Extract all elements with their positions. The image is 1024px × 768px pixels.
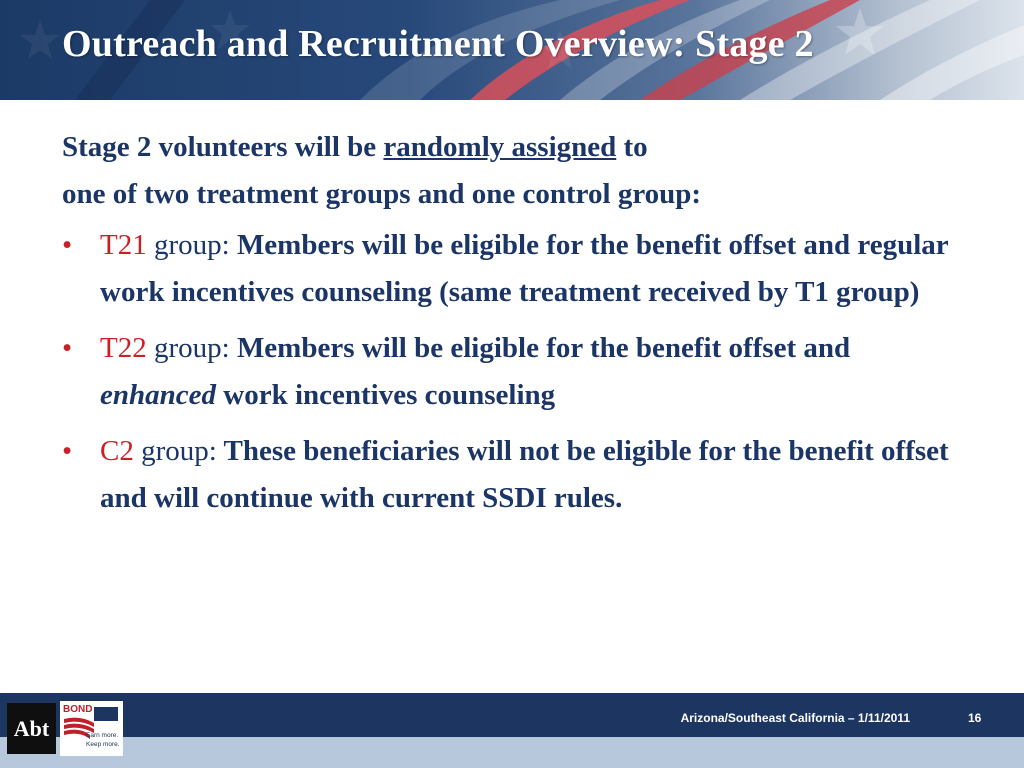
bullet-dot-icon: • — [62, 435, 73, 467]
header-banner — [0, 0, 1024, 100]
group-label: group: — [153, 229, 230, 261]
group-label: group: — [141, 435, 217, 467]
abt-logo — [7, 703, 56, 754]
footer-band — [0, 737, 1024, 768]
bullet-c2 — [62, 428, 972, 522]
group-code: T21 — [100, 229, 147, 261]
bullet-dot-icon: • — [62, 332, 73, 364]
bond-logo-text: BOND — [63, 704, 93, 715]
bullet-t22 — [62, 325, 972, 419]
bond-tagline-1: Earn more. — [86, 732, 119, 739]
bullet-dot-icon: • — [62, 229, 73, 261]
group-description: These beneficiaries will not be eligible for the benefit offset and will continue with current SSDI rules. — [100, 435, 949, 514]
slide-title: Outreach and Recruitment Overview: Stage 2 — [62, 23, 814, 65]
intro-after: to — [616, 131, 648, 163]
group-code: T22 — [100, 332, 147, 364]
group-bullet-list — [62, 222, 972, 522]
group-code: C2 — [100, 435, 134, 467]
abt-logo-text: Abt — [13, 715, 50, 741]
bullet-t21 — [62, 222, 972, 316]
intro-underlined: randomly assigned — [383, 131, 617, 163]
group-description: Members will be eligible for the benefit offset and regular work incentives counseling (same treatment received by T1 group) — [100, 229, 949, 308]
footer-text: Arizona/Southeast California – 1/11/2011 — [680, 711, 910, 725]
intro-line2: one of two treatment groups and one control group: — [62, 178, 702, 210]
slide-content — [62, 124, 972, 531]
intro-before: Stage 2 volunteers will be — [62, 131, 384, 163]
group-description-emphasis: enhanced — [100, 379, 216, 411]
bond-tagline-2: Keep more. — [86, 741, 120, 748]
group-description-end: work incentives counseling — [216, 379, 556, 411]
group-label: group: — [153, 332, 230, 364]
group-description-start: Members will be eligible for the benefit offset and — [236, 332, 851, 364]
page-number: 16 — [968, 711, 982, 725]
intro-text — [62, 124, 972, 218]
bond-logo — [60, 701, 123, 756]
